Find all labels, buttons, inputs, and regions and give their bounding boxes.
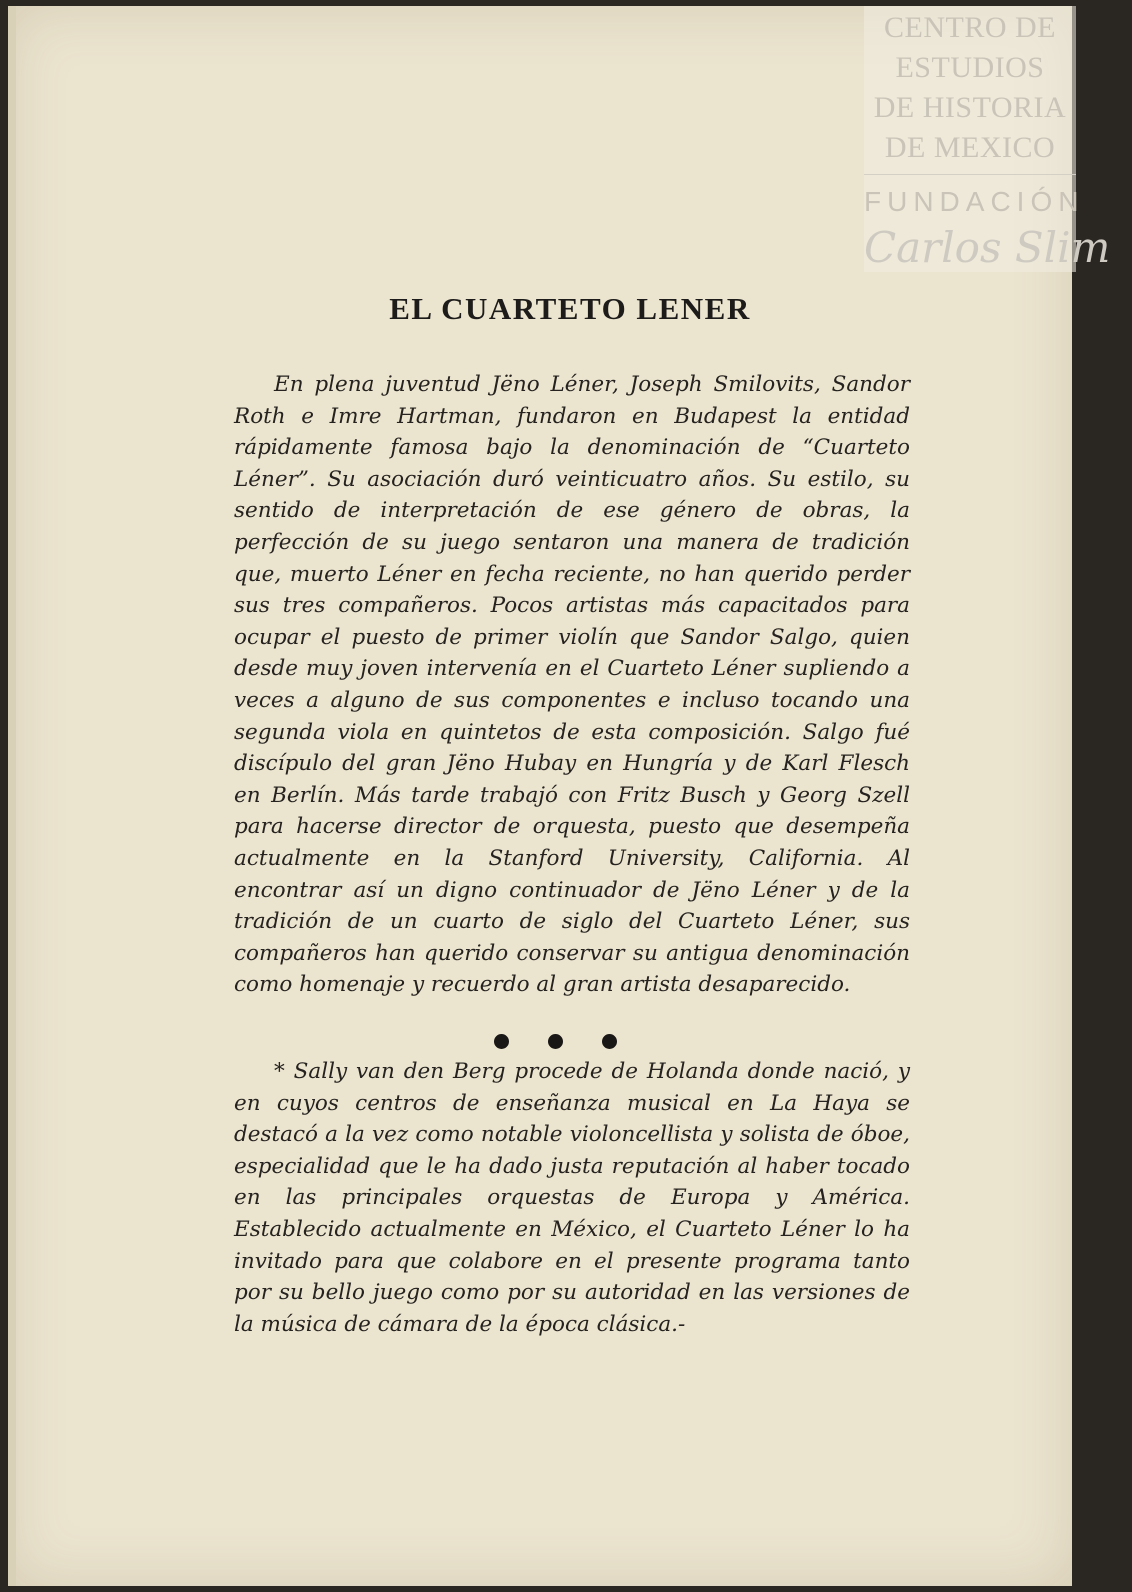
document-page (8, 6, 1111, 1586)
section-separator-dots (494, 1034, 634, 1050)
watermark-line-4: DE MEXICO (884, 131, 1056, 164)
watermark-line-1: CENTRO DE (884, 11, 1056, 44)
page-title: EL CUARTETO LENER (389, 291, 751, 326)
watermark-line-3: DE HISTORIA (873, 91, 1067, 124)
bullet-dot-icon (548, 1034, 563, 1049)
paragraph-cuarteto-history: En plena juventud Jëno Léner, Joseph Smilovits, Sandor Roth e Imre Hartman, fundaron en Budapest la entidad rápidamente famosa bajo la denominación de “Cuarteto Léner”. Su asociación duró veinticuatro años. Su estilo, su sentido de interpretación de ese género de obras, la perfección de su juego sentaron una manera de tradición que, muerto Léner en fecha reciente, no han querido perder sus tres compañeros. Pocos artistas más capacitados para ocupar el puesto de primer violín que Sandor Salgo, quien desde muy joven intervenía en el Cuarteto Léner supliendo a veces a alguno de sus componentes e incluso tocando una segunda viola en quintetos de esta composición. Salgo fué discípulo del gran Jëno Hubay en Hungría y de Karl Flesch en Berlín. Más tarde trabajó con Fritz Busch y Georg Szell para hacerse director de orquesta, puesto que desempeña actualmente en la Stanford University, California. Al encontrar así un digno continuador de Jëno Léner y de la tradición de un cuarto de siglo del Cuarteto Léner, sus compañeros han querido conservar su antigua denominación como homenaje y recuerdo al gran artista desaparecido. (234, 372, 910, 998)
page-edge (8, 6, 16, 1586)
watermark-line-2: ESTUDIOS (895, 51, 1045, 84)
watermark-fundacion: FUNDACIÓN (864, 186, 1085, 217)
bullet-dot-icon (494, 1034, 509, 1049)
archive-watermark (864, 6, 1111, 272)
watermark-divider (864, 174, 1076, 175)
bullet-dot-icon (602, 1034, 617, 1049)
watermark-signature: Carlos Slim (864, 223, 1111, 272)
paragraph-sally-van-den-berg: * Sally van den Berg procede de Holanda donde nació, y en cuyos centros de enseñanza musical en La Haya se destacó a la vez como notable violoncellista y solista de óboe, especialidad que le ha dado justa reputación al haber tocado en las principales orquestas de Europa y América. Establecido actualmente en México, el Cuarteto Léner lo ha invitado para que colabore en el presente programa tanto por su bello juego como por su autoridad en las versiones de la música de cámara de la época clásica.- (234, 1059, 910, 1337)
